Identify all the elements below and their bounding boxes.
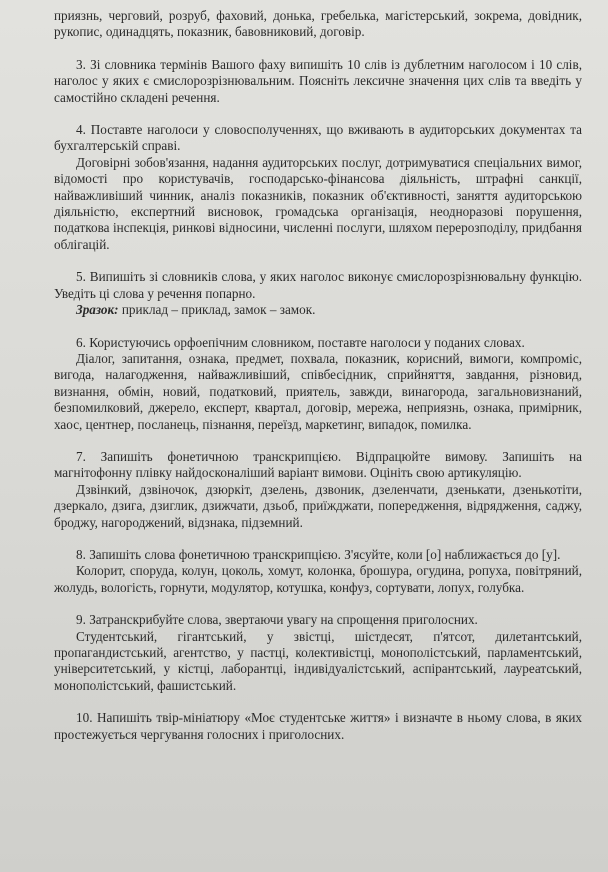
task-7-words: Дзвінкий, дзвіночок, дзюркіт, дзелень, дзвоник, дзеленчати, дзенькати, дзенькотіти, дзеркало, дзига, дзиглик, дзижчати, дзьоб, приїжджати, попередження, відрядження, саджу, броджу, нагороджений, відзнака, підземний.: [54, 481, 582, 530]
task-5-instruction: [54, 269, 582, 302]
task-6-text: Користуючись орфоепічним словником, поставте наголоси у поданих словах.: [89, 334, 525, 350]
task-7-number: 7.: [76, 448, 86, 464]
task-9-instruction: [54, 612, 582, 628]
task-5: [54, 269, 582, 318]
task-3: [54, 57, 582, 106]
task-7-instruction: [54, 449, 582, 482]
task-8-text: Запишіть слова фонетичною транскрипцією. З'ясуйте, коли [о] наближається до [у].: [89, 546, 561, 562]
task-10-number: 10.: [76, 710, 93, 726]
task-5-text: Випишіть зі словників слова, у яких наголос виконує смислорозрізнювальну функцію. Уведіть ці слова у речення попарно.: [54, 269, 582, 301]
sample-text: приклад – приклад, замок – замок.: [118, 302, 316, 318]
intro-word-list: приязнь, черговий, розруб, фаховий, донька, гребелька, магістерський, зокрема, довідник, рукопис, одинадцять, показник, бавовниковий, договір.: [54, 8, 582, 40]
task-3-number: 3.: [76, 56, 86, 72]
task-8-words: Колорит, споруда, колун, цоколь, хомут, колонка, брошура, огудина, ропуха, повітряний, жолудь, вологість, горнути, модулятор, котушка, конфуз, сортувати, лопух, голубка.: [54, 563, 582, 595]
task-5-number: 5.: [76, 269, 86, 285]
task-3-instruction: [54, 57, 582, 106]
task-5-sample: [54, 302, 582, 318]
task-4-instruction: [54, 122, 582, 155]
task-6-words: Діалог, запитання, ознака, предмет, похвала, показник, корисний, вимоги, компроміс, вигода, налагодження, найважливіший, співбесідник, сприйняття, завдання, різновид, визнання, обмін, новий, податковий, приятель, завжди, винагорода, загальновизнаний, безпомилковий, джерело, експерт, квартал, договір, мережа, неприязнь, ознака, примірник, хаос, центнер, посланець, пізнання, переїзд, маркетинг, випадок, помилка.: [54, 350, 582, 432]
task-8-number: 8.: [76, 546, 86, 562]
task-8: [54, 547, 582, 596]
sample-label: Зразок:: [76, 302, 119, 318]
task-6-number: 6.: [76, 334, 86, 350]
task-4-text: Поставте наголоси у словосполученнях, що вживають в аудиторських документах та бухгалтерській справі.: [54, 122, 582, 154]
task-6: [54, 335, 582, 433]
task-9-text: Затранскрибуйте слова, звертаючи увагу на спрощення приголосних.: [89, 612, 478, 628]
task-10-text: Напишіть твір-мініатюру «Моє студентське життя» і визначте в ньому слова, в яких простежується чергування голосних і приголосних.: [54, 710, 582, 742]
task-4: [54, 122, 582, 253]
task-4-number: 4.: [76, 122, 86, 138]
task-7: [54, 449, 582, 531]
task-7-text: Запишіть фонетичною транскрипцією. Відпрацюйте вимову. Запишіть на магнітофонну плівку найдосконаліший варіант вимови. Оцініть свою артикуляцію.: [54, 448, 582, 481]
task-9-words: Студентський, гігантський, у звістці, шістдесят, п'ятсот, дилетантський, пропагандистський, агентство, у пастці, колективістці, монополістський, парламентський, університетський, у кістці, лаборантці, індивідуалістський, аспірантський, лауреатський, монополістський, фашистський.: [54, 628, 582, 693]
task-3-text: Зі словника термінів Вашого фаху випишіть 10 слів із дублетним наголосом і 10 слів, наголос у яких є смислорозрізнювальним. Поясніть лексичне значення цих слів та введіть у самостійно складені речення.: [54, 56, 582, 105]
task-6-instruction: [54, 335, 582, 351]
task-8-instruction: [54, 547, 582, 563]
task-10-instruction: [54, 710, 582, 743]
task-9-number: 9.: [76, 612, 86, 628]
task-9: [54, 612, 582, 694]
task-4-words: Договірні зобов'язання, надання аудиторських послуг, дотримуватися спеціальних вимог, відомості про користувачів, господарсько-фінансова діяльність, штрафні санкції, найважливіший чинник, аналіз показників, показник об'єктивності, заняття аудиторською діяльністю, експертний висновок, громадська організація, неодноразові порушення, податкова інспекція, ринкові відносини, численні послуги, шляхом перерозподілу, придбання облігацій.: [54, 154, 582, 252]
task-10: [54, 710, 582, 743]
